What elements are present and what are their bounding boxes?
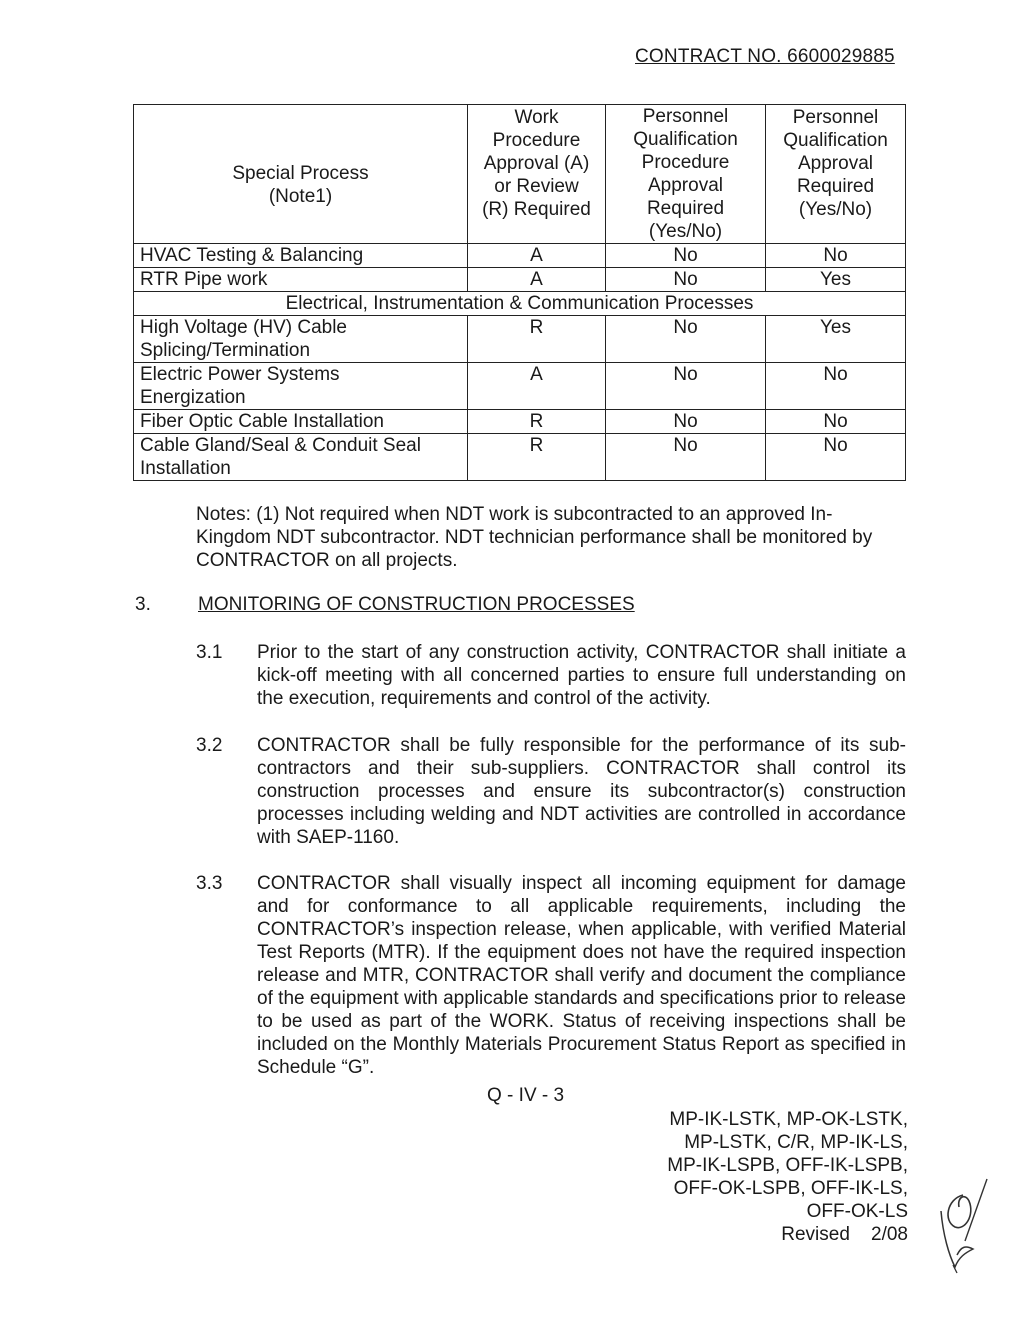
- header-line: Approval (A): [483, 152, 590, 174]
- table-row: [134, 363, 906, 410]
- process-line: Cable Gland/Seal & Conduit Seal: [140, 435, 421, 456]
- clause-number: 3.1: [196, 642, 223, 663]
- pq-procedure-cell: No: [606, 434, 766, 481]
- pq-procedure-cell: No: [606, 244, 766, 268]
- header-line: Qualification: [783, 129, 888, 151]
- header-line: Approval: [648, 175, 723, 196]
- clause-text: CONTRACTOR shall visually inspect all incoming equipment for damage and for conformance to all applicable requirements, including the CONTRACTOR’s inspection release, when applicable, with verified Material Test Reports (MTR). If the equipment does not have the required inspection release and MTR, CONTRACTOR shall verify and document the compliance of the equipment with applicable standards and specifications prior to release to be used as part of the WORK. Status of receiving inspections shall be included on the Monthly Materials Procurement Status Report as specified in Schedule “G”.: [257, 873, 906, 1078]
- clause-text: CONTRACTOR shall be fully responsible for the performance of its sub-contractors and their sub-suppliers. CONTRACTOR shall control its construction processes and ensure its subcontractor(s) construction processes including welding and NDT activities are controlled in accordance with SAEP-1160.: [257, 735, 906, 848]
- process-cell: HVAC Testing & Balancing: [134, 244, 468, 268]
- header-line: Required: [646, 198, 725, 219]
- process-cell: [134, 410, 468, 434]
- clause-3-1: [196, 641, 906, 710]
- header-line: Qualification: [633, 129, 738, 150]
- header-line: Work: [514, 106, 559, 128]
- special-process-table: [133, 104, 906, 481]
- process-cell: RTR Pipe work: [134, 268, 468, 292]
- page-number: Q - IV - 3: [487, 1085, 565, 1106]
- work-cell: A: [468, 244, 606, 268]
- header-line: (Note1): [268, 186, 333, 207]
- header-line: (R) Required: [482, 198, 591, 220]
- pq-procedure-cell: No: [606, 363, 766, 410]
- header-line: Required: [796, 175, 875, 197]
- table-row: [134, 268, 906, 292]
- clause-number: 3.3: [196, 873, 223, 894]
- header-line: or Review: [494, 175, 579, 197]
- section-title: MONITORING OF CONSTRUCTION PROCESSES: [198, 594, 635, 615]
- section-number: 3.: [135, 594, 151, 615]
- header-line: Procedure: [492, 129, 581, 151]
- process-line: Fiber Optic Cable Installation: [140, 411, 384, 432]
- clause-3-3: [196, 872, 906, 1079]
- header-line: Personnel: [642, 106, 729, 127]
- header-line: (Yes/No): [648, 221, 723, 242]
- clause-3-2: [196, 734, 906, 849]
- clause-text: Prior to the start of any construction activity, CONTRACTOR shall initiate a kick-off meeting with all concerned parties to ensure full understanding on the execution, requirements and control of the activity.: [257, 642, 906, 709]
- pq-approval-cell: Yes: [766, 316, 906, 363]
- code-line: OFF-OK-LS: [806, 1201, 908, 1222]
- table-notes: Notes: (1) Not required when NDT work is subcontracted to an approved In-Kingdom NDT subcontractor. NDT technician performance shall be monitored by CONTRACTOR on all projects.: [196, 504, 873, 571]
- header-pq-approval: [766, 105, 906, 244]
- process-line: Energization: [140, 387, 246, 408]
- header-line: Personnel: [792, 106, 879, 128]
- revised-date: Revised 2/08: [781, 1224, 908, 1245]
- header-line: Approval: [798, 152, 873, 174]
- pq-approval-cell: No: [766, 363, 906, 410]
- header-work-procedure: [468, 105, 606, 244]
- header-special-process: [134, 105, 468, 244]
- process-line: Installation: [140, 458, 231, 479]
- work-cell: R: [468, 434, 606, 481]
- pq-procedure-cell: No: [606, 410, 766, 434]
- header-line: (Yes/No): [798, 198, 873, 220]
- work-cell: R: [468, 410, 606, 434]
- contract-codes: [588, 1108, 908, 1246]
- work-cell: A: [468, 363, 606, 410]
- pq-approval-cell: No: [766, 434, 906, 481]
- table-row: [134, 434, 906, 481]
- pq-procedure-cell: No: [606, 316, 766, 363]
- pq-procedure-cell: No: [606, 268, 766, 292]
- work-cell: A: [468, 268, 606, 292]
- pq-approval-cell: No: [766, 410, 906, 434]
- section-row: [134, 292, 906, 316]
- contract-number: CONTRACT NO. 6600029885: [635, 46, 895, 67]
- table-row: [134, 244, 906, 268]
- code-line: MP-IK-LSTK, MP-OK-LSTK,: [669, 1109, 908, 1130]
- process-cell: [134, 363, 468, 410]
- code-line: OFF-OK-LSPB, OFF-IK-LS,: [673, 1178, 908, 1199]
- process-cell: [134, 434, 468, 481]
- process-line: Electric Power Systems: [140, 364, 340, 385]
- process-line: Splicing/Termination: [140, 340, 311, 361]
- header-line: Special Process: [232, 163, 369, 184]
- header-pq-procedure: [606, 105, 766, 244]
- table-row: [134, 410, 906, 434]
- signature-icon: [935, 1175, 995, 1280]
- header-line: Procedure: [641, 152, 730, 173]
- table-header-row: [134, 105, 906, 244]
- work-cell: R: [468, 316, 606, 363]
- pq-approval-cell: Yes: [766, 268, 906, 292]
- process-line: High Voltage (HV) Cable: [140, 317, 347, 338]
- section-title: Electrical, Instrumentation & Communication Processes: [134, 292, 906, 316]
- code-line: MP-IK-LSPB, OFF-IK-LSPB,: [667, 1155, 908, 1176]
- pq-approval-cell: No: [766, 244, 906, 268]
- process-cell: [134, 316, 468, 363]
- code-line: MP-LSTK, C/R, MP-IK-LS,: [684, 1132, 908, 1153]
- table-row: [134, 316, 906, 363]
- clause-number: 3.2: [196, 735, 223, 756]
